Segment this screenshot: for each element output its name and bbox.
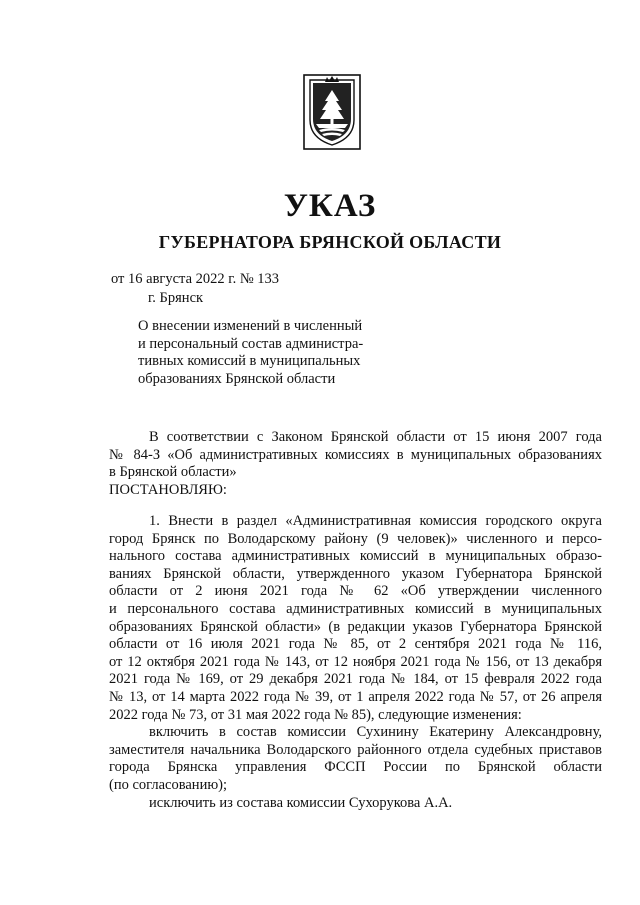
item-1-line: ваниях Брянской области, утвержденного указом Губернатора Брянской — [109, 565, 602, 582]
item-1-line: 1. Внести в раздел «Административная комиссия городского округа — [149, 513, 602, 529]
exclude-line: исключить из состава комиссии Сухорукова А.А. — [149, 794, 453, 811]
item-1-line: от 12 октября 2021 года № 143, от 12 ноября 2021 года № 156, от 13 декабря — [109, 653, 602, 670]
item-1-line: город Брянск по Володарскому району (9 человек)» численного и персо- — [109, 530, 602, 547]
document-issuer: ГУБЕРНАТОРА БРЯНСКОЙ ОБЛАСТИ — [158, 232, 502, 252]
include-line: города Брянска управления ФССП России по Брянской области — [109, 759, 602, 776]
item-1-paragraph — [109, 513, 602, 812]
topic-line: тивных комиссий в муниципальных — [138, 353, 361, 370]
item-1-line: образованиях Брянской области» (в редакции указов Губернатора Брянской — [109, 618, 602, 635]
city-line: г. Брянск — [148, 290, 204, 306]
topic-line: образованиях Брянской области — [138, 370, 336, 387]
item-1-line: области от 16 июля 2021 года № 85, от 2 сентября 2021 года № 116, — [109, 636, 602, 653]
include-line: (по согласованию); — [109, 776, 228, 793]
item-1-line: 2022 года № 73, от 31 мая 2022 года № 85), следующие изменения: — [109, 706, 522, 723]
document-title: УКАЗ — [283, 188, 377, 224]
preamble-line: № 84-З «Об административных комиссиях в муниципальных образованиях — [109, 446, 602, 463]
bryansk-coat-of-arms-icon — [303, 74, 361, 150]
preamble-line: В соответствии с Законом Брянской области от 15 июня 2007 года — [149, 429, 602, 445]
decree-topic — [138, 318, 378, 388]
topic-line: и персональный состав администра- — [138, 335, 364, 352]
item-1-line: области от 2 июня 2021 года № 62 «Об утверждении численного — [109, 583, 602, 600]
item-1-line: и персонального состава административных комиссий в муниципальных — [109, 600, 602, 617]
date-number-line: от 16 августа 2022 г. № 133 — [111, 271, 280, 287]
decree-word: ПОСТАНОВЛЯЮ: — [109, 481, 227, 498]
preamble-line: в Брянской области» — [109, 464, 237, 481]
preamble-paragraph — [109, 429, 602, 499]
item-1-line: № 13, от 14 марта 2022 года № 39, от 1 апреля 2022 года № 57, от 26 апреля — [109, 688, 602, 705]
item-1-line: нального состава административных комиссий в муниципальных образо- — [109, 548, 602, 565]
topic-line: О внесении изменений в численный — [138, 318, 363, 334]
include-line: включить в состав комиссии Сухинину Екатерину Александровну, — [149, 724, 602, 741]
include-line: заместителя начальника Володарского районного отдела судебных приставов — [109, 741, 602, 758]
item-1-line: 2021 года № 169, от 29 декабря 2021 года № 184, от 15 февраля 2022 года — [109, 671, 602, 688]
